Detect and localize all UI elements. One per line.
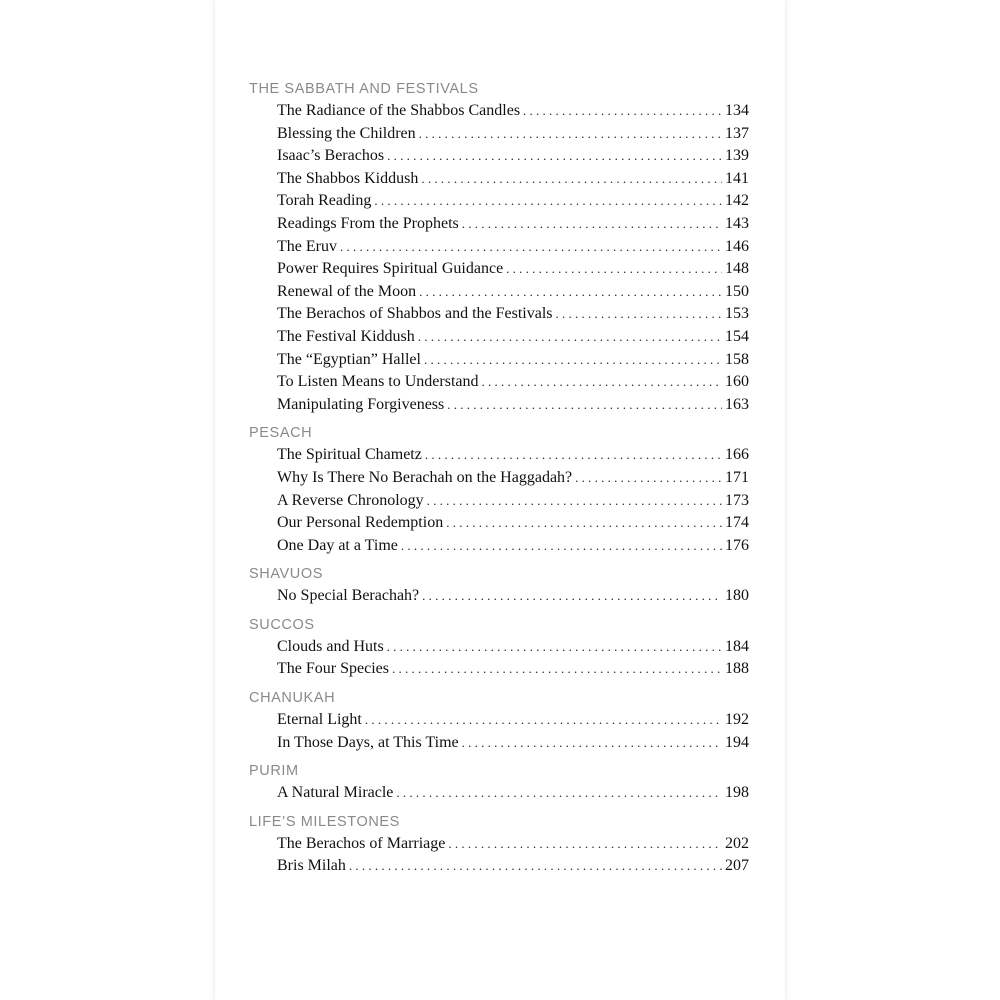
page-number: 142 [725,192,749,210]
dot-leader [349,855,722,878]
toc-entry [277,709,749,732]
dot-leader [392,658,722,681]
toc-entry [277,636,749,659]
toc-section [249,563,749,608]
dot-leader [340,236,722,259]
page-number: 158 [725,350,749,368]
entry-title: One Day at a Time [277,536,398,554]
section-heading: CHANUKAH [249,690,336,707]
toc-entry [277,444,749,467]
entry-title: Manipulating Forgiveness [277,395,445,413]
entry-title: The Eruv [277,237,337,255]
entry-title: The Four Species [277,660,389,678]
toc-entry [277,326,749,349]
table-of-contents [249,78,749,878]
toc-entry [277,490,749,513]
entry-title: The Berachos of Shabbos and the Festivals [277,305,553,323]
dot-leader [422,585,722,608]
entry-title: In Those Days, at This Time [277,733,459,751]
entry-title: Renewal of the Moon [277,282,417,300]
toc-entry [277,123,749,146]
dot-leader [396,782,722,805]
dot-leader [506,258,722,281]
toc-entry [277,236,749,259]
dot-leader [427,490,722,513]
page-number: 202 [725,834,749,852]
dot-leader [462,213,722,236]
dot-leader [374,190,722,213]
entry-title: The Berachos of Marriage [277,834,446,852]
page-number: 207 [725,857,749,875]
page-number: 146 [725,237,749,255]
page-number: 194 [725,733,749,751]
entry-title: Our Personal Redemption [277,514,444,532]
dot-leader [421,168,722,191]
page-number: 163 [725,395,749,413]
toc-entry [277,855,749,878]
dot-leader [401,535,722,558]
toc-entry [277,512,749,535]
entry-title: Readings From the Prophets [277,214,459,232]
page-number: 192 [725,711,749,729]
dot-leader [448,833,722,856]
entry-title: The “Egyptian” Hallel [277,350,421,368]
dot-leader [447,394,722,417]
toc-entry [277,258,749,281]
section-heading: SHAVUOS [249,566,324,583]
toc-section [249,422,749,557]
dot-leader [482,371,722,394]
toc-entry [277,535,749,558]
toc-section [249,811,749,878]
page-number: 150 [725,282,749,300]
page-number: 174 [725,514,749,532]
page-number: 153 [725,305,749,323]
page-number: 176 [725,536,749,554]
entry-title: Torah Reading [277,192,372,210]
toc-section [249,760,749,805]
dot-leader [365,709,722,732]
toc-section [249,78,749,416]
entry-title: A Reverse Chronology [277,491,424,509]
page-number: 180 [725,587,749,605]
toc-entry [277,467,749,490]
toc-section [249,614,749,681]
toc-entry [277,303,749,326]
entry-title: A Natural Miracle [277,784,394,802]
toc-entry [277,168,749,191]
dot-leader [462,732,722,755]
dot-leader [419,123,722,146]
entry-title: Eternal Light [277,711,362,729]
page-number: 148 [725,260,749,278]
page-number: 166 [725,446,749,464]
section-heading: THE SABBATH AND FESTIVALS [249,81,479,97]
toc-entry [277,371,749,394]
dot-leader [523,100,722,123]
entry-title: Why Is There No Berachah on the Haggadah? [277,468,573,486]
entry-title: The Shabbos Kiddush [277,169,419,187]
toc-entry [277,100,749,123]
section-heading: PESACH [249,425,313,442]
toc-entry [277,145,749,168]
toc-entry [277,213,749,236]
page-number: 184 [725,637,749,655]
entry-title: Clouds and Huts [277,637,384,655]
dot-leader [424,349,722,372]
section-heading: PURIM [249,763,299,780]
toc-entry [277,585,749,608]
page-number: 134 [725,102,749,119]
dot-leader [425,444,722,467]
page-number: 141 [725,169,749,187]
toc-entry [277,349,749,372]
entry-title: Isaac’s Berachos [277,147,385,165]
page-number: 188 [725,660,749,678]
toc-section [249,687,749,754]
dot-leader [387,145,722,168]
dot-leader [387,636,722,659]
entry-title: The Festival Kiddush [277,327,415,345]
page-number: 137 [725,124,749,142]
dot-leader [556,303,723,326]
entry-title: Power Requires Spiritual Guidance [277,260,504,278]
toc-entry [277,782,749,805]
entry-title: No Special Berachah? [277,587,420,605]
page-number: 160 [725,373,749,391]
page-number: 198 [725,784,749,802]
entry-title: To Listen Means to Understand [277,373,479,391]
page-number: 173 [725,491,749,509]
section-heading: SUCCOS [249,616,315,633]
page-number: 139 [725,147,749,165]
toc-entry [277,833,749,856]
toc-entry [277,190,749,213]
entry-title: The Radiance of the Shabbos Candles [277,102,521,119]
entry-title: Bris Milah [277,857,346,875]
page-number: 154 [725,327,749,345]
page-number: 171 [725,468,749,486]
toc-entry [277,281,749,304]
toc-entry [277,394,749,417]
dot-leader [418,326,722,349]
page-number: 143 [725,214,749,232]
toc-entry [277,658,749,681]
toc-entry [277,732,749,755]
section-heading: LIFE’S MILESTONES [249,813,400,830]
dot-leader [446,512,722,535]
entry-title: The Spiritual Chametz [277,446,422,464]
dot-leader [575,467,722,490]
dot-leader [419,281,722,304]
entry-title: Blessing the Children [277,124,416,142]
